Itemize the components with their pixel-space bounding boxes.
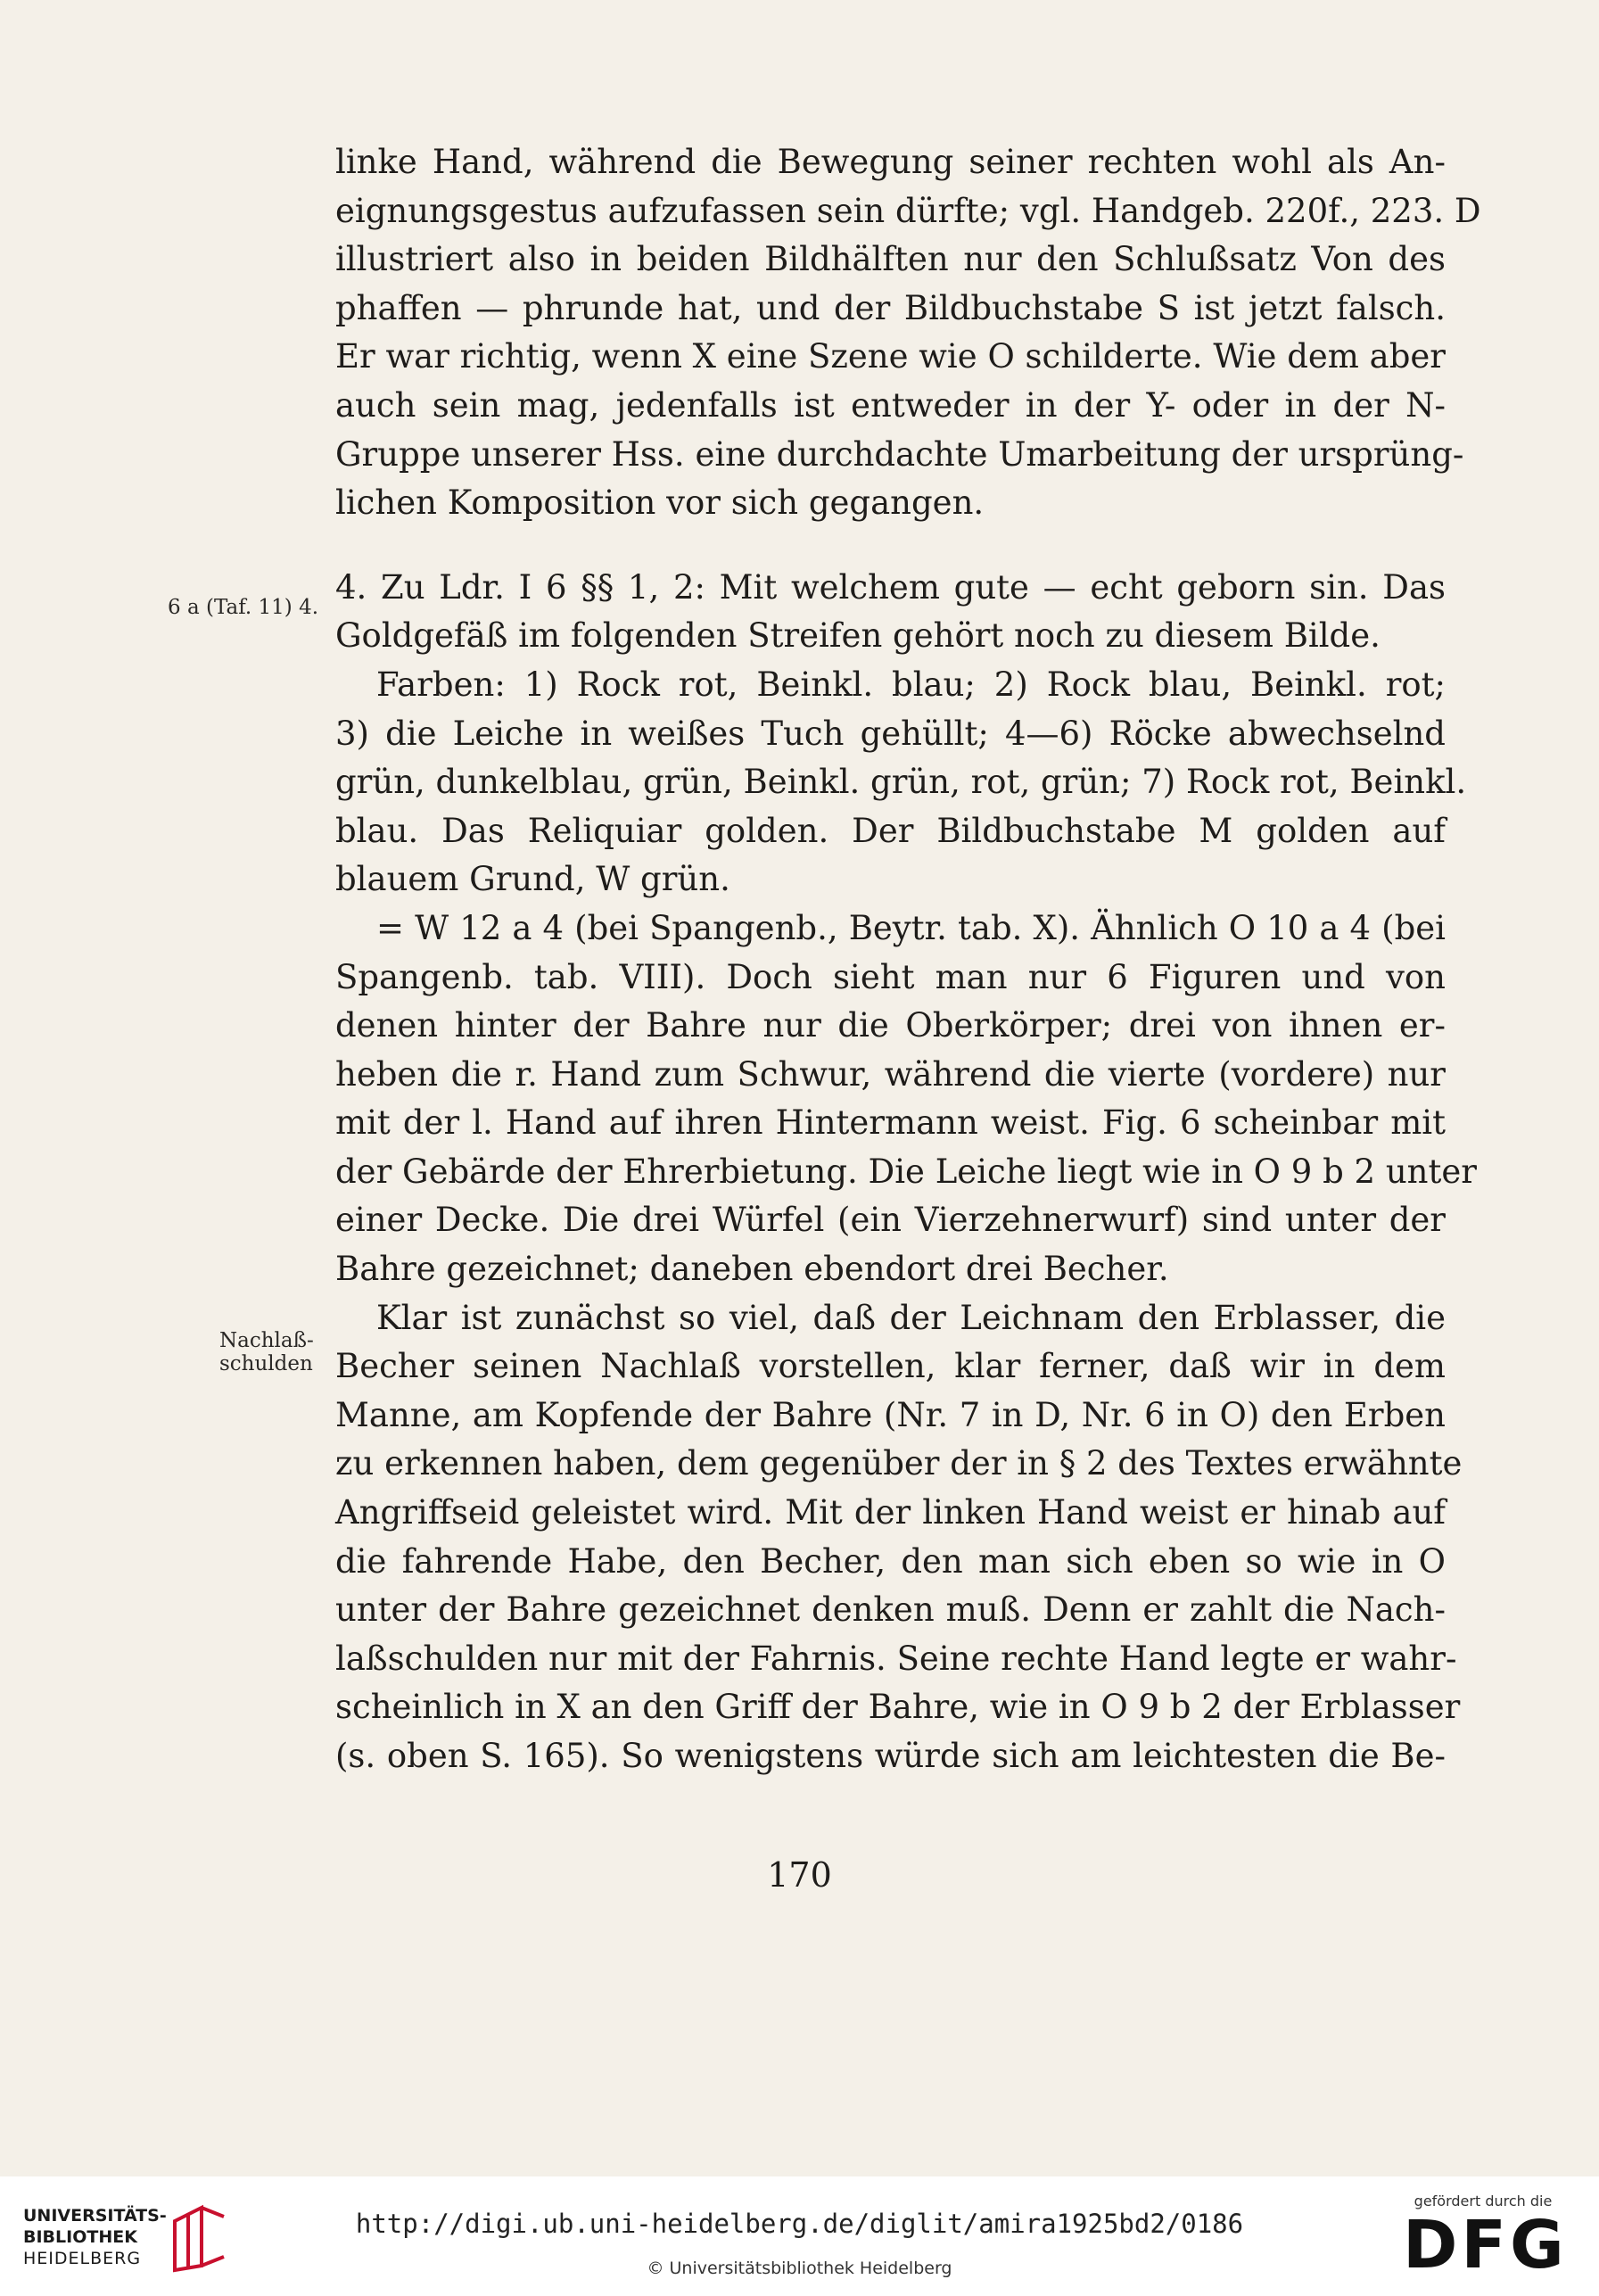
footer-bar <box>0 2176 1599 2296</box>
text-line: unter der Bahre gezeichnet denken muß. Denn er zahlt die Nach- <box>335 1590 1446 1630</box>
text-line: Er war richtig, wenn X eine Szene wie O schilderte. Wie dem aber <box>335 337 1446 376</box>
library-name-line: HEIDELBERG <box>23 2249 142 2268</box>
text-line: Farben: 1) Rock rot, Beinkl. blau; 2) Rock blau, Beinkl. rot; <box>376 665 1446 704</box>
text-line: einer Decke. Die drei Würfel (ein Vierzehnerwurf) sind unter der <box>335 1201 1446 1240</box>
text-line: heben die r. Hand zum Schwur, während die vierte (vordere) nur <box>335 1054 1446 1094</box>
margin-note-nachlass <box>219 1329 314 1375</box>
library-name-line: UNIVERSITÄTS- <box>23 2206 167 2226</box>
text-line: Klar ist zunächst so viel, daß der Leichnam den Erblasser, die <box>376 1298 1446 1337</box>
dfg-logo[interactable] <box>1403 2193 1568 2291</box>
text-line: 3) die Leiche in weißes Tuch gehüllt; 4—6) Röcke abwechselnd <box>335 714 1446 753</box>
text-line: (s. oben S. 165). So wenigstens würde sich am leichtesten die Be- <box>335 1737 1446 1775</box>
copyright-notice: © Universitätsbibliothek Heidelberg <box>647 2259 952 2278</box>
text-line: lichen Komposition vor sich gegangen. <box>335 483 985 523</box>
text-line: Bahre gezeichnet; daneben ebendort drei Becher. <box>335 1250 1169 1289</box>
text-line: denen hinter der Bahre nur die Oberkörper; drei von ihnen er- <box>335 1006 1446 1045</box>
permalink-url[interactable]: http://digi.ub.uni-heidelberg.de/diglit/amira1925bd2/0186 <box>355 2209 1244 2239</box>
text-line: linke Hand, während die Bewegung seiner rechten wohl als An- <box>335 143 1446 181</box>
text-line: phaffen — phrunde hat, und der Bildbuchstabe S ist jetzt falsch. <box>335 288 1446 327</box>
margin-note-line: schulden <box>219 1352 313 1375</box>
text-line: blau. Das Reliquiar golden. Der Bildbuchstabe M golden auf <box>335 811 1446 850</box>
text-line: Angriffseid geleistet wird. Mit der linken Hand weist er hinab auf <box>335 1493 1446 1532</box>
dfg-wordmark: DFG <box>1403 2207 1568 2284</box>
text-line: Spangenb. tab. VIII). Doch sieht man nur 6 Figuren und von <box>335 957 1446 996</box>
page-number: 170 <box>767 1855 832 1895</box>
text-line: illustriert also in beiden Bildhälften nur den Schlußsatz Von des <box>335 240 1446 279</box>
text-line: 4. Zu Ldr. I 6 §§ 1, 2: Mit welchem gute — echt geborn sin. Das <box>335 567 1446 607</box>
library-name-line: BIBLIOTHEK <box>23 2227 137 2247</box>
dfg-caption: gefördert durch die <box>1414 2193 1553 2209</box>
text-line: grün, dunkelblau, grün, Beinkl. grün, rot, grün; 7) Rock rot, Beinkl. <box>335 763 1467 802</box>
text-line: laßschulden nur mit der Fahrnis. Seine rechte Hand legte er wahr- <box>335 1639 1457 1678</box>
paragraph-gap <box>335 528 1446 564</box>
text-line: blauem Grund, W grün. <box>335 860 730 899</box>
text-line: scheinlich in X an den Griff der Bahre, wie in O 9 b 2 der Erblasser <box>335 1688 1461 1727</box>
text-line: die fahrende Habe, den Becher, den man sich eben so wie in O <box>335 1541 1446 1581</box>
text-line: Manne, am Kopfende der Bahre (Nr. 7 in D, Nr. 6 in O) den Erben <box>335 1395 1446 1434</box>
text-line: auch sein mag, jedenfalls ist entweder in der Y- oder in der N- <box>335 385 1446 425</box>
text-line: Becher seinen Nachlaß vorstellen, klar ferner, daß wir in dem <box>335 1347 1446 1386</box>
margin-note-line: Nachlaß- <box>219 1329 314 1352</box>
body-text <box>335 138 1481 1781</box>
text-line: eignungsgestus aufzufassen sein dürfte; vgl. Handgeb. 220f., 223. D <box>335 191 1481 230</box>
text-line: = W 12 a 4 (bei Spangenb., Beytr. tab. X). Ähnlich O 10 a 4 (bei <box>376 908 1446 947</box>
text-line: Gruppe unserer Hss. eine durchdachte Umarbeitung der ursprüng- <box>335 434 1464 474</box>
margin-note-taf: 6 a (Taf. 11) 4. <box>168 596 319 619</box>
text-line: der Gebärde der Ehrerbietung. Die Leiche liegt wie in O 9 b 2 unter <box>335 1152 1477 1191</box>
text-line: Goldgefäß im folgenden Streifen gehört noch zu diesem Bilde. <box>335 616 1381 656</box>
text-line: zu erkennen haben, dem gegenüber der in § 2 des Textes erwähnte <box>335 1444 1463 1483</box>
text-line: mit der l. Hand auf ihren Hintermann weist. Fig. 6 scheinbar mit <box>335 1103 1446 1143</box>
